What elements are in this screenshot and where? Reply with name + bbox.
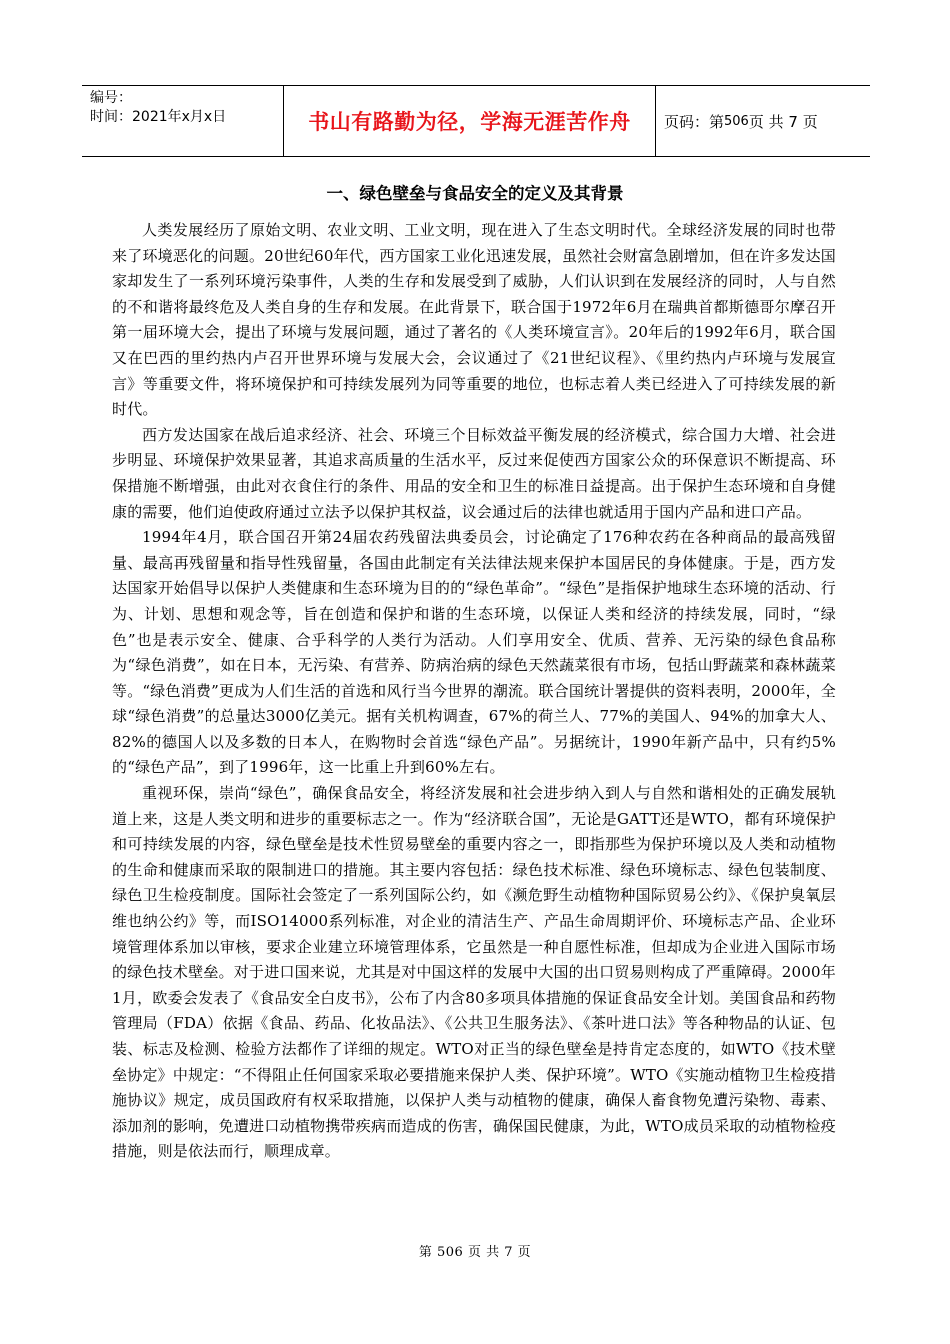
serial-label: 编号： xyxy=(90,90,132,106)
page-number: 506 xyxy=(724,113,749,129)
section-title: 一、绿色壁垒与食品安全的定义及其背景 xyxy=(326,184,624,203)
page-prefix: 页码：第 xyxy=(664,112,725,131)
header-page-info xyxy=(656,86,870,156)
time-label: 时间：2021年x月x日 xyxy=(90,109,227,125)
body-text xyxy=(112,218,836,1165)
paragraph: 重视环保，崇尚“绿色”，确保食品安全，将经济发展和社会进步纳入到人与自然和谐相处的正确发展轨道上来，这是人类文明和进步的重要标志之一。作为“经济联合国”，无论是GATT还是WTO，都有环境保护和可持续发展的内容，绿色壁垒是技术性贸易壁垒的重要内容之一，即指那些为保护环境以及人类和动植物的生命和健康而采取的限制进口的措施。其主要内容包括：绿色技术标准、绿色环境标志、绿色包装制度、绿色卫生检疫制度。国际社会签定了一系列国际公约，如《濒危野生动植物种国际贸易公约》、《保护臭氧层维也纳公约》等，而ISO14000系列标准，对企业的清洁生产、产品生命周期评价、环境标志产品、企业环境管理体系加以审核，要求企业建立环境管理体系，它虽然是一种自愿性标准，但却成为企业进入国际市场的绿色技术壁垒。对于进口国来说，尤其是对中国这样的发展中大国的出口贸易则构成了严重障碍。2000年1月，欧委会发表了《食品安全白皮书》，公布了内含80多项具体措施的保证食品安全计划。美国食品和药物管理局（FDA）依据《食品、药品、化妆品法》、《公共卫生服务法》、《茶叶进口法》等各种物品的认证、包装、标志及检测、检验方法都作了详细的规定。WTO对正当的绿色壁垒是持肯定态度的，如WTO《技术壁垒协定》中规定：“不得阻止任何国家采取必要措施来保护人类、保护环境”。WTO《实施动植物卫生检疫措施协议》规定，成员国政府有权采取措施，以保护人类与动植物的健康，确保人畜食物免遭污染物、毒素、添加剂的影响，免遭进口动植物携带疾病而造成的伤害，确保国民健康，为此，WTO成员采取的动植物检疫措施，则是依法而行，顺理成章。 xyxy=(112,784,836,1161)
header-meta xyxy=(82,86,284,156)
paragraph: 人类发展经历了原始文明、农业文明、工业文明，现在进入了生态文明时代。全球经济发展的同时也带来了环境恶化的问题。20世纪60年代，西方国家工业化迅速发展，虽然社会财富急剧增加，但在许多发达国家却发生了一系列环境污染事件，人类的生存和发展受到了威胁，人们认识到在发展经济的同时，人与自然的不和谐将最终危及人类自身的生存和发展。在此背景下，联合国于1972年6月在瑞典首都斯德哥尔摩召开第一届环境大会，提出了环境与发展问题，通过了著名的《人类环境宣言》。20年后的1992年6月，联合国又在巴西的里约热内卢召开世界环境与发展大会，会议通过了《21世纪议程》、《里约热内卢环境与发展宣言》等重要文件，将环境保护和可持续发展列为同等重要的地位，也标志着人类已经进入了可持续发展的新时代。 xyxy=(112,221,836,419)
document-header xyxy=(82,85,870,157)
paragraph: 1994年4月，联合国召开第24届农药残留法典委员会，讨论确定了176种农药在各种商品的最高残留量、最高再残留量和指导性残留量，各国由此制定有关法律法规来保护本国居民的身体健康。于是，西方发达国家开始倡导以保护人类健康和生态环境为目的的“绿色革命”。“绿色”是指保护地球生态环境的活动、行为、计划、思想和观念等，旨在创造和保护和谐的生态环境，以保证人类和经济的持续发展，同时，“绿色”也是表示安全、健康、合乎科学的人类行为活动。人们享用安全、优质、营养、无污染的绿色食品称为“绿色消费”，如在日本，无污染、有营养、防病治病的绿色天然蔬菜很有市场，包括山野蔬菜和森林蔬菜等。“绿色消费”更成为人们生活的首选和风行当今世界的潮流。联合国统计署提供的资料表明，2000年，全球“绿色消费”的总量达3000亿美元。据有关机构调查，67%的荷兰人、77%的美国人、94%的加拿大人、82%的德国人以及多数的日本人，在购物时会首选“绿色产品”。另据统计，1990年新产品中，只有约5%的“绿色产品”，到了1996年，这一比重上升到60%左右。 xyxy=(112,528,836,777)
page-suffix: 页 共 7 页 xyxy=(748,112,818,131)
header-motto: 书山有路勤为径，学海无涯苦作舟 xyxy=(284,86,656,156)
page-footer: 第 506 页 共 7 页 xyxy=(418,1245,532,1260)
paragraph: 西方发达国家在战后追求经济、社会、环境三个目标效益平衡发展的经济模式，综合国力大增、社会进步明显、环境保护效果显著，其追求高质量的生活水平，反过来促使西方国家公众的环保意识不断提高、环保措施不断增强，由此对衣食住行的条件、用品的安全和卫生的标准日益提高。出于保护生态环境和自身健康的需要，他们迫使政府通过立法予以保护其权益，议会通过后的法律也就适用于国内产品和进口产品。 xyxy=(112,425,836,521)
